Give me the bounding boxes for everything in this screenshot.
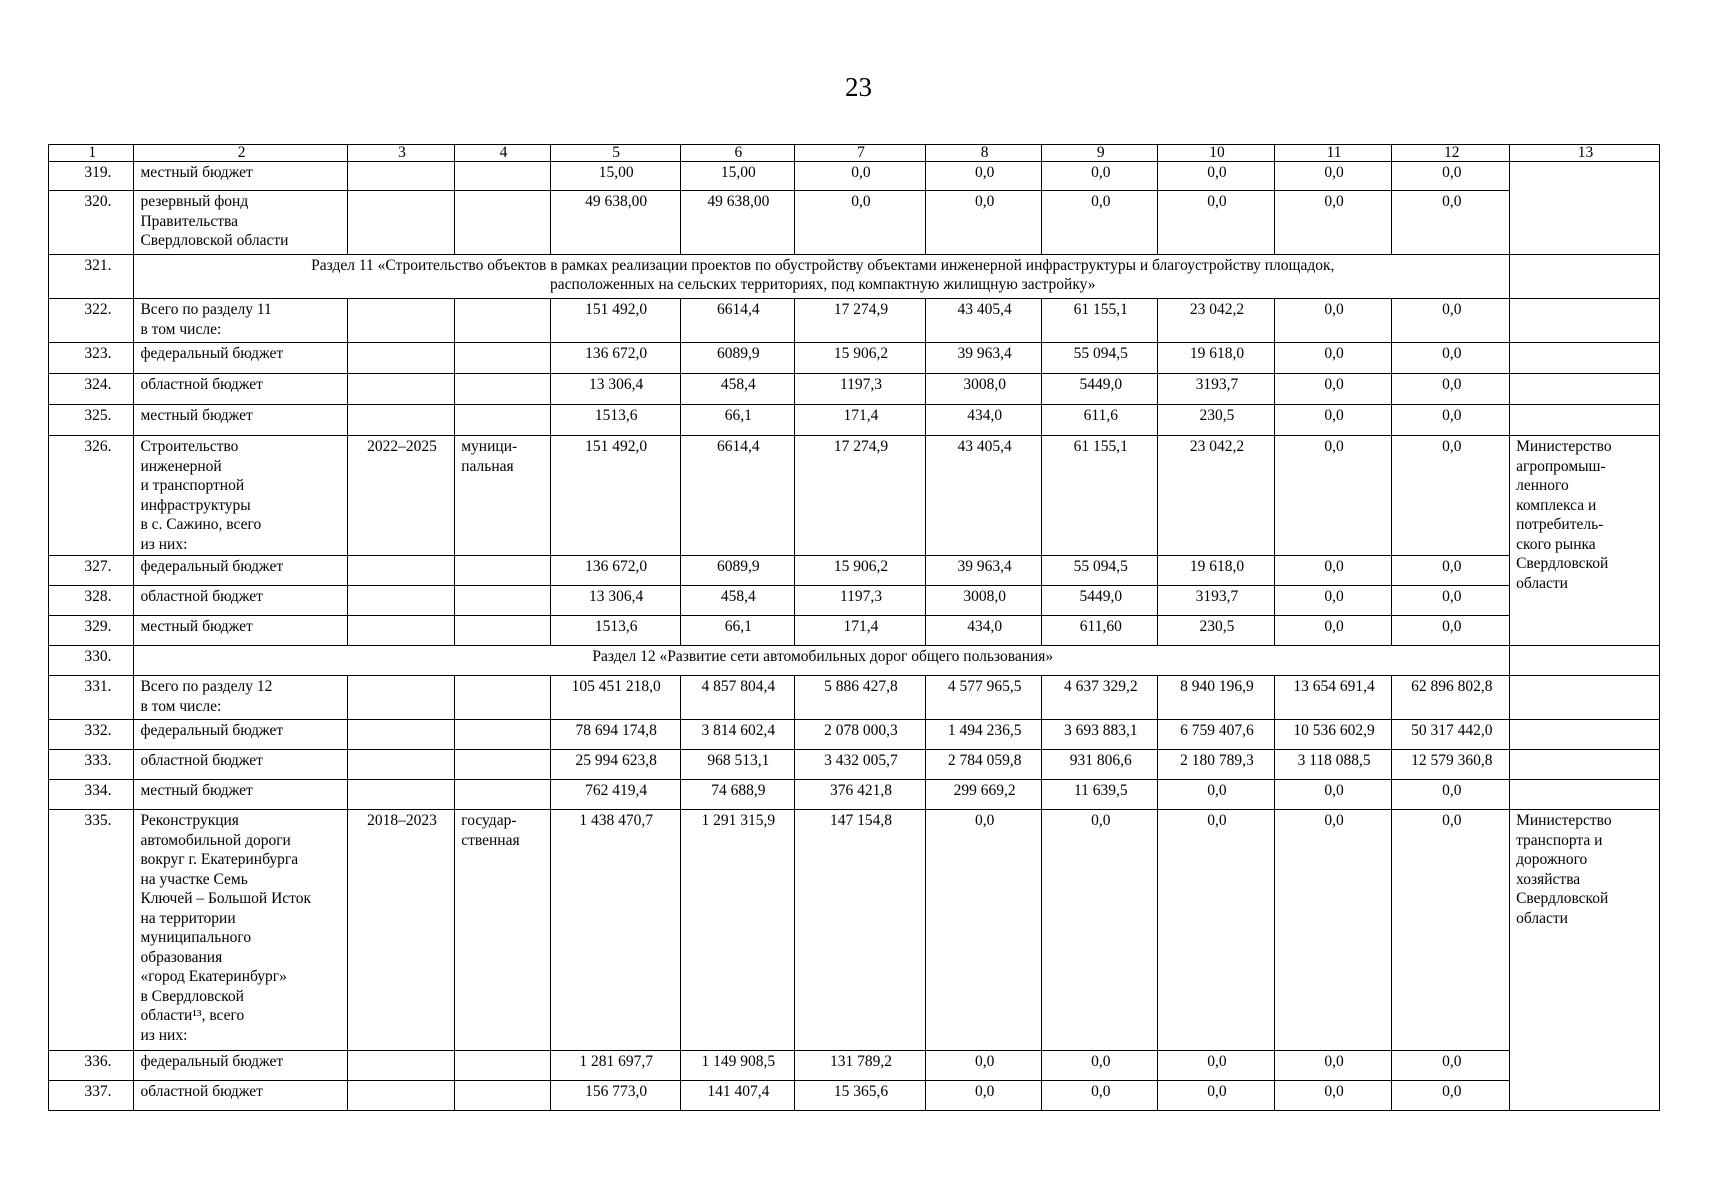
responsible-executor [1510, 676, 1660, 720]
item-name: областной бюджет [134, 1081, 347, 1111]
amount-col-12: 0,0 [1392, 374, 1510, 405]
amount-col-6: 458,4 [680, 374, 795, 405]
ownership-type [455, 676, 551, 720]
row-number: 322. [49, 299, 134, 343]
column-number-12: 12 [1392, 145, 1510, 162]
amount-col-6: 1 149 908,5 [680, 1051, 795, 1081]
amount-col-9: 611,60 [1042, 616, 1158, 646]
amount-col-7: 0,0 [795, 162, 926, 191]
amount-col-10: 8 940 196,9 [1158, 676, 1275, 720]
period [347, 750, 455, 780]
amount-col-7: 15 906,2 [795, 556, 926, 586]
amount-col-9: 55 094,5 [1042, 556, 1158, 586]
amount-col-12: 62 896 802,8 [1392, 676, 1510, 720]
amount-col-12: 0,0 [1392, 780, 1510, 810]
amount-col-11: 0,0 [1274, 780, 1392, 810]
ownership-type [455, 720, 551, 750]
amount-col-6: 968 513,1 [680, 750, 795, 780]
amount-col-12: 0,0 [1392, 299, 1510, 343]
amount-col-5: 1 281 697,7 [550, 1051, 680, 1081]
amount-col-6: 66,1 [680, 405, 795, 436]
amount-col-12: 0,0 [1392, 343, 1510, 374]
amount-col-12: 0,0 [1392, 810, 1510, 1051]
amount-col-10: 0,0 [1158, 1081, 1275, 1111]
amount-col-10: 0,0 [1158, 810, 1275, 1051]
amount-col-12: 0,0 [1392, 556, 1510, 586]
table-row [49, 556, 1660, 586]
amount-col-5: 13 306,4 [550, 374, 680, 405]
amount-col-5: 151 492,0 [550, 299, 680, 343]
table-row [49, 405, 1660, 436]
item-name: федеральный бюджет [134, 1051, 347, 1081]
page-number: 23 [845, 72, 872, 102]
amount-col-6: 15,00 [680, 162, 795, 191]
period [347, 162, 455, 191]
row-number: 323. [49, 343, 134, 374]
amount-col-6: 66,1 [680, 616, 795, 646]
period [347, 299, 455, 343]
amount-col-12: 0,0 [1392, 162, 1510, 191]
item-name: резервный фонд Правительства Свердловской области [134, 191, 347, 255]
responsible-executor [1510, 374, 1660, 405]
amount-col-9: 3 693 883,1 [1042, 720, 1158, 750]
amount-col-7: 171,4 [795, 616, 926, 646]
ownership-type [455, 780, 551, 810]
responsible-executor [1510, 343, 1660, 374]
amount-col-7: 1197,3 [795, 374, 926, 405]
amount-col-12: 0,0 [1392, 405, 1510, 436]
row-number: 333. [49, 750, 134, 780]
amount-col-6: 6614,4 [680, 299, 795, 343]
amount-col-6: 49 638,00 [680, 191, 795, 255]
amount-col-7: 131 789,2 [795, 1051, 926, 1081]
responsible-cell [1510, 646, 1660, 676]
column-number-6: 6 [680, 145, 795, 162]
row-number: 330. [49, 646, 134, 676]
period [347, 343, 455, 374]
amount-col-5: 156 773,0 [550, 1081, 680, 1111]
row-number: 328. [49, 586, 134, 616]
responsible-executor [1510, 780, 1660, 810]
row-number: 334. [49, 780, 134, 810]
amount-col-11: 0,0 [1274, 343, 1392, 374]
amount-col-7: 2 078 000,3 [795, 720, 926, 750]
amount-col-8: 1 494 236,5 [925, 720, 1042, 750]
row-number: 319. [49, 162, 134, 191]
amount-col-12: 0,0 [1392, 191, 1510, 255]
column-number-8: 8 [925, 145, 1042, 162]
table-row [49, 374, 1660, 405]
item-name: местный бюджет [134, 405, 347, 436]
amount-col-8: 39 963,4 [925, 556, 1042, 586]
item-name: федеральный бюджет [134, 720, 347, 750]
amount-col-11: 0,0 [1274, 299, 1392, 343]
row-number: 326. [49, 436, 134, 556]
amount-col-6: 3 814 602,4 [680, 720, 795, 750]
amount-col-8: 299 669,2 [925, 780, 1042, 810]
amount-col-5: 151 492,0 [550, 436, 680, 556]
table-row [49, 255, 1660, 299]
item-name: федеральный бюджет [134, 343, 347, 374]
amount-col-11: 3 118 088,5 [1274, 750, 1392, 780]
amount-col-9: 0,0 [1042, 810, 1158, 1051]
amount-col-6: 6089,9 [680, 556, 795, 586]
amount-col-12: 0,0 [1392, 586, 1510, 616]
amount-col-5: 15,00 [550, 162, 680, 191]
amount-col-9: 4 637 329,2 [1042, 676, 1158, 720]
amount-col-8: 3008,0 [925, 586, 1042, 616]
table-row [49, 436, 1660, 556]
amount-col-8: 434,0 [925, 616, 1042, 646]
period [347, 1081, 455, 1111]
amount-col-9: 11 639,5 [1042, 780, 1158, 810]
amount-col-9: 0,0 [1042, 191, 1158, 255]
amount-col-7: 147 154,8 [795, 810, 926, 1051]
amount-col-6: 6089,9 [680, 343, 795, 374]
amount-col-10: 19 618,0 [1158, 556, 1275, 586]
ownership-type [455, 616, 551, 646]
amount-col-10: 0,0 [1158, 191, 1275, 255]
table-row [49, 616, 1660, 646]
table-row [49, 1081, 1660, 1111]
amount-col-7: 15 365,6 [795, 1081, 926, 1111]
amount-col-9: 0,0 [1042, 162, 1158, 191]
amount-col-8: 39 963,4 [925, 343, 1042, 374]
amount-col-5: 25 994 623,8 [550, 750, 680, 780]
table-row [49, 720, 1660, 750]
amount-col-7: 17 274,9 [795, 436, 926, 556]
amount-col-9: 55 094,5 [1042, 343, 1158, 374]
section-title: Раздел 11 «Строительство объектов в рамках реализации проектов по обустройству объектами инженерной инфраструктуры и благоустройству площадок, расположенных на сельских территориях, под компактную жилищную застройку» [134, 255, 1510, 299]
table-row [49, 343, 1660, 374]
period [347, 780, 455, 810]
table-row [49, 810, 1660, 1051]
responsible-executor [1510, 299, 1660, 343]
responsible-executor [1510, 720, 1660, 750]
responsible-executor: Министерство агропромыш- ленного комплекса и потребитель- ского рынка Свердловской области [1510, 436, 1660, 646]
amount-col-12: 0,0 [1392, 1051, 1510, 1081]
amount-col-6: 458,4 [680, 586, 795, 616]
amount-col-12: 0,0 [1392, 1081, 1510, 1111]
amount-col-10: 23 042,2 [1158, 436, 1275, 556]
ownership-type [455, 299, 551, 343]
amount-col-6: 141 407,4 [680, 1081, 795, 1111]
amount-col-7: 5 886 427,8 [795, 676, 926, 720]
table-row [49, 162, 1660, 191]
row-number: 329. [49, 616, 134, 646]
amount-col-6: 6614,4 [680, 436, 795, 556]
amount-col-12: 12 579 360,8 [1392, 750, 1510, 780]
amount-col-7: 376 421,8 [795, 780, 926, 810]
ownership-type [455, 556, 551, 586]
row-number: 327. [49, 556, 134, 586]
ownership-type [455, 1051, 551, 1081]
amount-col-9: 61 155,1 [1042, 436, 1158, 556]
amount-col-7: 15 906,2 [795, 343, 926, 374]
amount-col-8: 434,0 [925, 405, 1042, 436]
amount-col-9: 5449,0 [1042, 586, 1158, 616]
amount-col-11: 0,0 [1274, 405, 1392, 436]
amount-col-10: 19 618,0 [1158, 343, 1275, 374]
period [347, 1051, 455, 1081]
column-number-5: 5 [550, 145, 680, 162]
amount-col-5: 1513,6 [550, 616, 680, 646]
period [347, 616, 455, 646]
amount-col-8: 0,0 [925, 810, 1042, 1051]
period [347, 720, 455, 750]
table-row [49, 646, 1660, 676]
table-row [49, 780, 1660, 810]
item-name: федеральный бюджет [134, 556, 347, 586]
table-row [49, 299, 1660, 343]
item-name: Строительство инженерной и транспортной инфраструктуры в с. Сажино, всего из них: [134, 436, 347, 556]
row-number: 321. [49, 255, 134, 299]
amount-col-12: 0,0 [1392, 616, 1510, 646]
ownership-type [455, 1081, 551, 1111]
amount-col-8: 4 577 965,5 [925, 676, 1042, 720]
table-row [49, 676, 1660, 720]
amount-col-8: 2 784 059,8 [925, 750, 1042, 780]
amount-col-9: 611,6 [1042, 405, 1158, 436]
amount-col-8: 0,0 [925, 191, 1042, 255]
amount-col-5: 136 672,0 [550, 343, 680, 374]
amount-col-9: 5449,0 [1042, 374, 1158, 405]
table-row [49, 1051, 1660, 1081]
amount-col-5: 105 451 218,0 [550, 676, 680, 720]
table-row [49, 191, 1660, 255]
amount-col-10: 2 180 789,3 [1158, 750, 1275, 780]
row-number: 337. [49, 1081, 134, 1111]
amount-col-10: 3193,7 [1158, 586, 1275, 616]
responsible-executor [1510, 405, 1660, 436]
ownership-type: муници- пальная [455, 436, 551, 556]
row-number: 325. [49, 405, 134, 436]
amount-col-12: 50 317 442,0 [1392, 720, 1510, 750]
amount-col-6: 4 857 804,4 [680, 676, 795, 720]
column-number-7: 7 [795, 145, 926, 162]
responsible-executor [1510, 750, 1660, 780]
amount-col-9: 0,0 [1042, 1081, 1158, 1111]
amount-col-9: 61 155,1 [1042, 299, 1158, 343]
amount-col-5: 78 694 174,8 [550, 720, 680, 750]
amount-col-11: 0,0 [1274, 191, 1392, 255]
column-number-13: 13 [1510, 145, 1660, 162]
amount-col-10: 0,0 [1158, 780, 1275, 810]
amount-col-10: 230,5 [1158, 616, 1275, 646]
section-title: Раздел 12 «Развитие сети автомобильных дорог общего пользования» [134, 646, 1510, 676]
responsible-cell [1510, 255, 1660, 299]
item-name: местный бюджет [134, 162, 347, 191]
item-name: Реконструкция автомобильной дороги вокруг г. Екатеринбурга на участке Семь Ключей – Большой Исток на территории муниципального образования «город Екатеринбург» в Свердловской области¹³, всего из них: [134, 810, 347, 1051]
amount-col-10: 6 759 407,6 [1158, 720, 1275, 750]
amount-col-11: 0,0 [1274, 810, 1392, 1051]
amount-col-8: 0,0 [925, 1081, 1042, 1111]
responsible-executor: Министерство транспорта и дорожного хозяйства Свердловской области [1510, 810, 1660, 1111]
amount-col-10: 0,0 [1158, 1051, 1275, 1081]
item-name: областной бюджет [134, 586, 347, 616]
amount-col-10: 3193,7 [1158, 374, 1275, 405]
amount-col-11: 0,0 [1274, 1051, 1392, 1081]
period: 2018–2023 [347, 810, 455, 1051]
amount-col-5: 13 306,4 [550, 586, 680, 616]
amount-col-10: 23 042,2 [1158, 299, 1275, 343]
amount-col-8: 43 405,4 [925, 299, 1042, 343]
responsible-executor [1510, 162, 1660, 255]
amount-col-10: 0,0 [1158, 162, 1275, 191]
amount-col-5: 762 419,4 [550, 780, 680, 810]
item-name: областной бюджет [134, 374, 347, 405]
ownership-type [455, 750, 551, 780]
ownership-type [455, 162, 551, 191]
ownership-type [455, 374, 551, 405]
amount-col-11: 13 654 691,4 [1274, 676, 1392, 720]
amount-col-9: 931 806,6 [1042, 750, 1158, 780]
row-number: 324. [49, 374, 134, 405]
ownership-type [455, 405, 551, 436]
column-number-10: 10 [1158, 145, 1275, 162]
ownership-type [455, 586, 551, 616]
item-name: местный бюджет [134, 616, 347, 646]
table-row [49, 750, 1660, 780]
amount-col-5: 136 672,0 [550, 556, 680, 586]
period [347, 374, 455, 405]
column-number-9: 9 [1042, 145, 1158, 162]
amount-col-11: 0,0 [1274, 374, 1392, 405]
period [347, 586, 455, 616]
amount-col-8: 0,0 [925, 1051, 1042, 1081]
column-number-3: 3 [347, 145, 455, 162]
column-number-11: 11 [1274, 145, 1392, 162]
item-name: местный бюджет [134, 780, 347, 810]
row-number: 336. [49, 1051, 134, 1081]
amount-col-6: 1 291 315,9 [680, 810, 795, 1051]
period [347, 405, 455, 436]
amount-col-5: 1513,6 [550, 405, 680, 436]
column-number-1: 1 [49, 145, 134, 162]
amount-col-8: 0,0 [925, 162, 1042, 191]
period [347, 676, 455, 720]
amount-col-6: 74 688,9 [680, 780, 795, 810]
amount-col-8: 3008,0 [925, 374, 1042, 405]
amount-col-7: 171,4 [795, 405, 926, 436]
amount-col-11: 0,0 [1274, 586, 1392, 616]
amount-col-7: 0,0 [795, 191, 926, 255]
row-number: 320. [49, 191, 134, 255]
amount-col-11: 0,0 [1274, 162, 1392, 191]
ownership-type: государ- ственная [455, 810, 551, 1051]
amount-col-5: 1 438 470,7 [550, 810, 680, 1051]
amount-col-11: 0,0 [1274, 436, 1392, 556]
amount-col-9: 0,0 [1042, 1051, 1158, 1081]
budget-table [48, 144, 1660, 1111]
amount-col-5: 49 638,00 [550, 191, 680, 255]
amount-col-8: 43 405,4 [925, 436, 1042, 556]
amount-col-7: 17 274,9 [795, 299, 926, 343]
period [347, 556, 455, 586]
amount-col-11: 10 536 602,9 [1274, 720, 1392, 750]
ownership-type [455, 343, 551, 374]
table-row [49, 586, 1660, 616]
row-number: 335. [49, 810, 134, 1051]
item-name: Всего по разделу 12 в том числе: [134, 676, 347, 720]
amount-col-11: 0,0 [1274, 556, 1392, 586]
amount-col-12: 0,0 [1392, 436, 1510, 556]
period [347, 191, 455, 255]
column-number-2: 2 [134, 145, 347, 162]
period: 2022–2025 [347, 436, 455, 556]
row-number: 331. [49, 676, 134, 720]
row-number: 332. [49, 720, 134, 750]
amount-col-7: 3 432 005,7 [795, 750, 926, 780]
table-header-row [49, 145, 1660, 162]
amount-col-11: 0,0 [1274, 1081, 1392, 1111]
item-name: Всего по разделу 11 в том числе: [134, 299, 347, 343]
amount-col-10: 230,5 [1158, 405, 1275, 436]
amount-col-11: 0,0 [1274, 616, 1392, 646]
column-number-4: 4 [455, 145, 551, 162]
amount-col-7: 1197,3 [795, 586, 926, 616]
item-name: областной бюджет [134, 750, 347, 780]
ownership-type [455, 191, 551, 255]
